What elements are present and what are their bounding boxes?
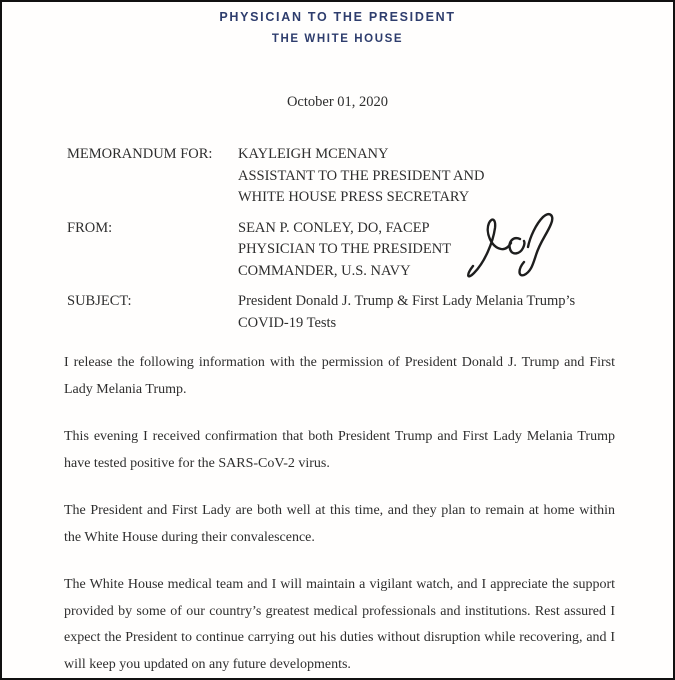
paragraph-outlook: The White House medical team and I will maintain a vigilant watch, and I appreciate the support provided by some of our country’s greatest medical professionals and institutions. Rest assured I expect the President to continue carrying out his duties without disruption while recovering, and I will keep you updated on any future developments.	[64, 577, 615, 672]
recipient-title-line2: WHITE HOUSE PRESS SECRETARY	[238, 189, 470, 205]
letterhead-org-title: THE WHITE HOUSE	[271, 33, 404, 45]
paragraph-positive-test: This evening I received confirmation that both President Trump and First Lady Melania Trump have tested positive for the SARS-CoV-2 virus.	[64, 429, 615, 471]
memorandum-for-label: MEMORANDUM FOR:	[67, 146, 213, 162]
memo-row-sender	[67, 218, 673, 283]
sender-name: SEAN P. CONLEY, DO, FACEP	[238, 219, 430, 236]
recipient-title-line1: ASSISTANT TO THE PRESIDENT AND	[238, 167, 485, 184]
sender-title-line2: COMMANDER, U.S. NAVY	[238, 262, 411, 279]
memo-row-subject	[67, 291, 673, 334]
memo-date: October 01, 2020	[286, 94, 389, 110]
memorandum-for-value	[238, 144, 484, 209]
from-value	[238, 218, 451, 283]
letterhead-office-title: PHYSICIAN TO THE PRESIDENT	[219, 10, 456, 24]
memo-row-recipient	[67, 144, 673, 209]
paragraph-condition: The President and First Lady are both well at this time, and they plan to remain at home within the White House during their convalescence.	[64, 503, 615, 545]
subject-line1: President Donald J. Trump & First Lady Melania Trump’s	[238, 293, 576, 309]
recipient-name: KAYLEIGH MCENANY	[238, 146, 389, 162]
paragraph-release-statement: I release the following information with the permission of President Donald J. Trump and First Lady Melania Trump.	[64, 355, 615, 397]
subject-line2: COVID-19 Tests	[238, 314, 337, 331]
memo-header-block	[67, 144, 673, 334]
from-label: FROM:	[67, 219, 113, 236]
memo-body	[64, 350, 615, 678]
subject-value	[238, 291, 575, 334]
sender-title-line1: PHYSICIAN TO THE PRESIDENT	[238, 241, 452, 257]
subject-label: SUBJECT:	[67, 293, 132, 309]
letterhead	[2, 2, 673, 47]
